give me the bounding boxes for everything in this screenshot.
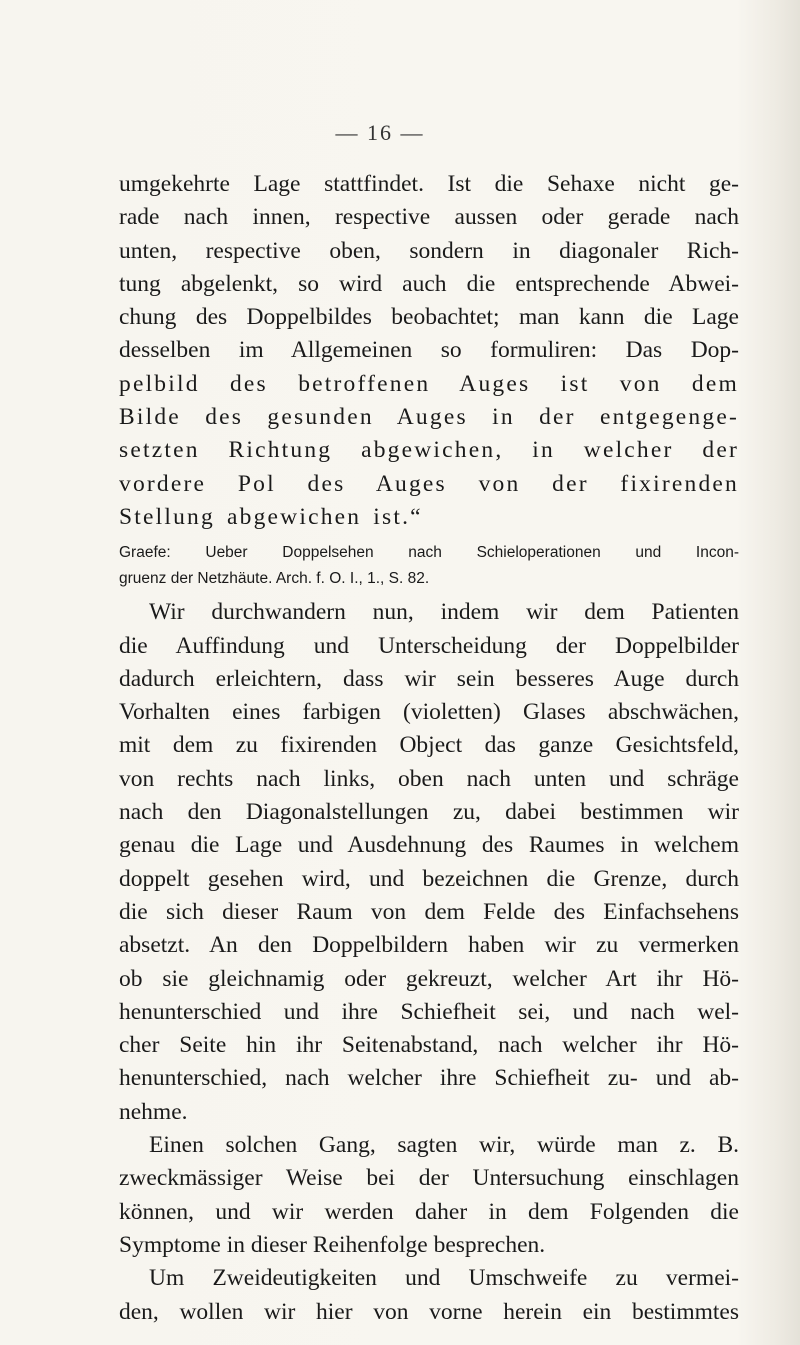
text-line: doppelt gesehen wird, und bezeichnen die Grenze, durch [119, 865, 739, 892]
text-line: genau die Lage und Ausdehnung des Raumes in welchem [119, 832, 739, 859]
text-line: desselben im Allgemeinen so formuliren: Das Dop- [119, 337, 739, 364]
text-line: henunterschied, nach welcher ihre Schiefheit zu- und ab- [119, 1065, 739, 1092]
text-line: die sich dieser Raum von dem Felde des Einfachsehens [119, 898, 739, 925]
text-line: zweckmässiger Weise bei der Untersuchung einschlagen [119, 1165, 739, 1192]
text-line: Vorhalten eines farbigen (violetten) Glases abschwächen, [119, 699, 739, 726]
text-line: Um Zweideutigkeiten und Umschweife zu vermei- [149, 1265, 739, 1292]
text-line: den, wollen wir hier von vorne herein ein bestimmtes [119, 1298, 739, 1325]
text-line: tung abgelenkt, so wird auch die entsprechende Abwei- [119, 270, 739, 297]
emphasized-text-line: pelbild des betroffenen Auges ist von dem [119, 370, 739, 397]
emphasized-text-line: vordere Pol des Auges von der fixirenden [119, 470, 739, 497]
page-body [119, 168, 739, 1329]
text-line: nehme. [119, 1098, 188, 1125]
text-line: henunterschied und ihre Schiefheit sei, und nach wel- [119, 998, 739, 1025]
text-line: die Auffindung und Unterscheidung der Doppelbilder [119, 632, 739, 659]
emphasized-text-line: setzten Richtung abgewichen, in welcher der [119, 437, 739, 464]
text-line: von rechts nach links, oben nach unten und schräge [119, 765, 739, 792]
paragraph-3 [119, 1129, 739, 1262]
text-line: nach den Diagonalstellungen zu, dabei bestimmen wir [119, 799, 739, 826]
page-number: — 16 — [335, 120, 425, 145]
text-line: chung des Doppelbildes beobachtet; man kann die Lage [119, 304, 739, 331]
emphasized-text-line: Stellung abgewichen ist.“ [119, 503, 423, 530]
text-line: Einen solchen Gang, sagten wir, würde man z. B. [149, 1132, 739, 1159]
text-line: rade nach innen, respective aussen oder gerade nach [119, 204, 739, 231]
text-line: können, und wir werden daher in dem Folgenden die [119, 1198, 739, 1225]
paragraph-2 [119, 596, 739, 1129]
citation [119, 540, 739, 592]
emphasized-text-line: Bilde des gesunden Auges in der entgegenge- [119, 404, 739, 431]
text-line: mit dem zu fixirenden Object das ganze Gesichtsfeld, [119, 732, 739, 759]
text-line: unten, respective oben, sondern in diagonaler Rich- [119, 237, 739, 264]
text-line: cher Seite hin ihr Seitenabstand, nach welcher ihr Hö- [119, 1032, 739, 1059]
citation-line: Graefe: Ueber Doppelsehen nach Schieloperationen und Incon- [119, 544, 739, 562]
text-line: Wir durchwandern nun, indem wir dem Patienten [149, 599, 739, 626]
text-line: Symptome in dieser Reihenfolge besprechen. [119, 1231, 546, 1258]
paragraph-1 [119, 168, 739, 534]
text-line: umgekehrte Lage stattfindet. Ist die Sehaxe nicht ge- [119, 171, 739, 197]
citation-line: gruenz der Netzhäute. Arch. f. O. I., 1., S. 82. [119, 570, 430, 588]
text-line: ob sie gleichnamig oder gekreuzt, welcher Art ihr Hö- [119, 965, 739, 992]
text-line: absetzt. An den Doppelbildern haben wir zu vermerken [119, 932, 739, 959]
text-line: dadurch erleichtern, dass wir sein besseres Auge durch [119, 665, 739, 692]
paragraph-4 [119, 1262, 739, 1329]
